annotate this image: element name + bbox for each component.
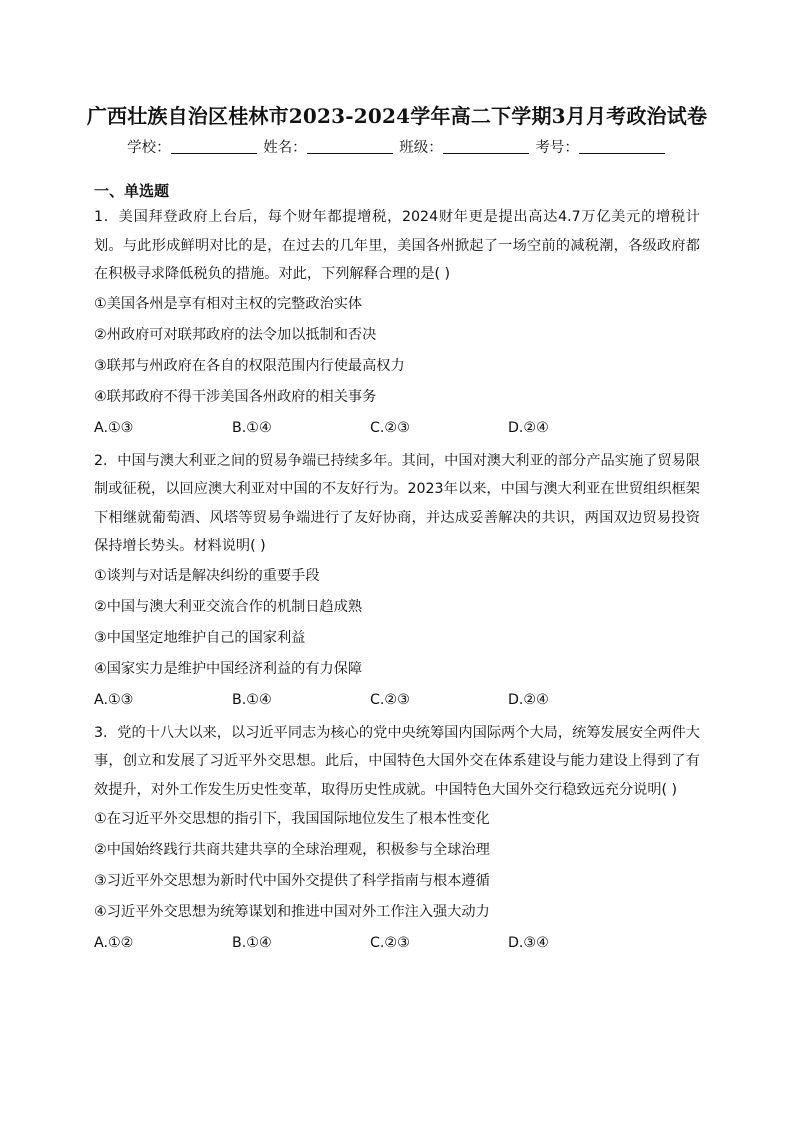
class-blank: [443, 139, 529, 154]
question-stem: 2．中国与澳大利亚之间的贸易争端已持续多年。其间，中国对澳大利亚的部分产品实施了贸易限制或征税，以回应澳大利亚对中国的不友好行为。2023年以来，中国与澳大利亚在世贸组织框架下相继就葡萄酒、风塔等贸易争端进行了友好协商，并达成妥善解决的共识，两国双边贸易投资保持增长势头。材料说明( ): [94, 452, 700, 554]
answer-choices: [94, 685, 700, 715]
section-heading: 一、单选题: [94, 182, 170, 200]
question-list: [94, 203, 700, 962]
choice-d: D.②④: [508, 419, 549, 436]
statement-option: ①美国各州是享有相对主权的完整政治实体: [94, 295, 363, 312]
id-blank: [579, 139, 665, 154]
name-label: 姓名：: [263, 140, 307, 156]
statement-option: ④联邦政府不得干涉美国各州政府的相关事务: [94, 388, 377, 405]
question-2: [94, 447, 700, 715]
answer-choices: [94, 928, 700, 958]
choice-d: D.②④: [508, 691, 549, 708]
student-info-line: [0, 136, 794, 157]
exam-title: 广西壮族自治区桂林市2023-2024学年高二下学期3月月考政治试卷: [86, 104, 708, 128]
choice-b: B.①④: [232, 419, 272, 436]
statement-option: ②州政府可对联邦政府的法令加以抵制和否决: [94, 326, 377, 343]
choice-c: C.②③: [370, 935, 410, 951]
name-blank: [307, 139, 393, 154]
statement-option: ③习近平外交思想为新时代中国外交提供了科学指南与根本遵循: [94, 873, 490, 889]
choice-b: B.①④: [232, 691, 272, 708]
statement-option: ②中国始终践行共商共建共享的全球治理观，积极参与全球治理: [94, 842, 490, 858]
choice-d: D.③④: [508, 935, 549, 951]
choice-c: C.②③: [370, 419, 410, 436]
school-blank: [171, 139, 257, 154]
question-stem: 3．党的十八大以来，以习近平同志为核心的党中央统筹国内国际两个大局，统筹发展安全两件大事，创立和发展了习近平外交思想。此后，中国特色大国外交在体系建设与能力建设上得到了有效提升，对外工作发生历史性变革，取得历史性成就。中国特色大国外交行稳致远充分说明( ): [94, 724, 700, 798]
choice-a: A.①③: [94, 691, 134, 708]
choice-c: C.②③: [370, 691, 410, 708]
statement-option: ④习近平外交思想为统筹谋划和推进中国对外工作注入强大动力: [94, 904, 490, 920]
answer-choices: [94, 413, 700, 443]
question-3: [94, 719, 700, 959]
statement-option: ①在习近平外交思想的指引下，我国国际地位发生了根本性变化: [94, 811, 490, 827]
statement-option: ③中国坚定地维护自己的国家利益: [94, 629, 306, 646]
choice-a: A.①②: [94, 935, 134, 951]
question-1: [94, 203, 700, 443]
class-label: 班级：: [399, 140, 443, 156]
id-label: 考号：: [535, 140, 579, 156]
choice-a: A.①③: [94, 419, 134, 436]
statement-option: ③联邦与州政府在各自的权限范围内行使最高权力: [94, 357, 405, 374]
statement-option: ②中国与澳大利亚交流合作的机制日趋成熟: [94, 598, 363, 615]
statement-option: ④国家实力是维护中国经济利益的有力保障: [94, 660, 363, 677]
question-stem: 1．美国拜登政府上台后，每个财年都提增税，2024财年更是提出高达4.7万亿美元的增税计划。与此形成鲜明对比的是，在过去的几年里，美国各州掀起了一场空前的减税潮，各级政府都在积极寻求降低税负的措施。对此，下列解释合理的是( ): [94, 209, 700, 282]
statement-option: ①谈判与对话是解决纠纷的重要手段: [94, 567, 320, 584]
school-label: 学校：: [127, 140, 171, 156]
choice-b: B.①④: [232, 935, 272, 951]
